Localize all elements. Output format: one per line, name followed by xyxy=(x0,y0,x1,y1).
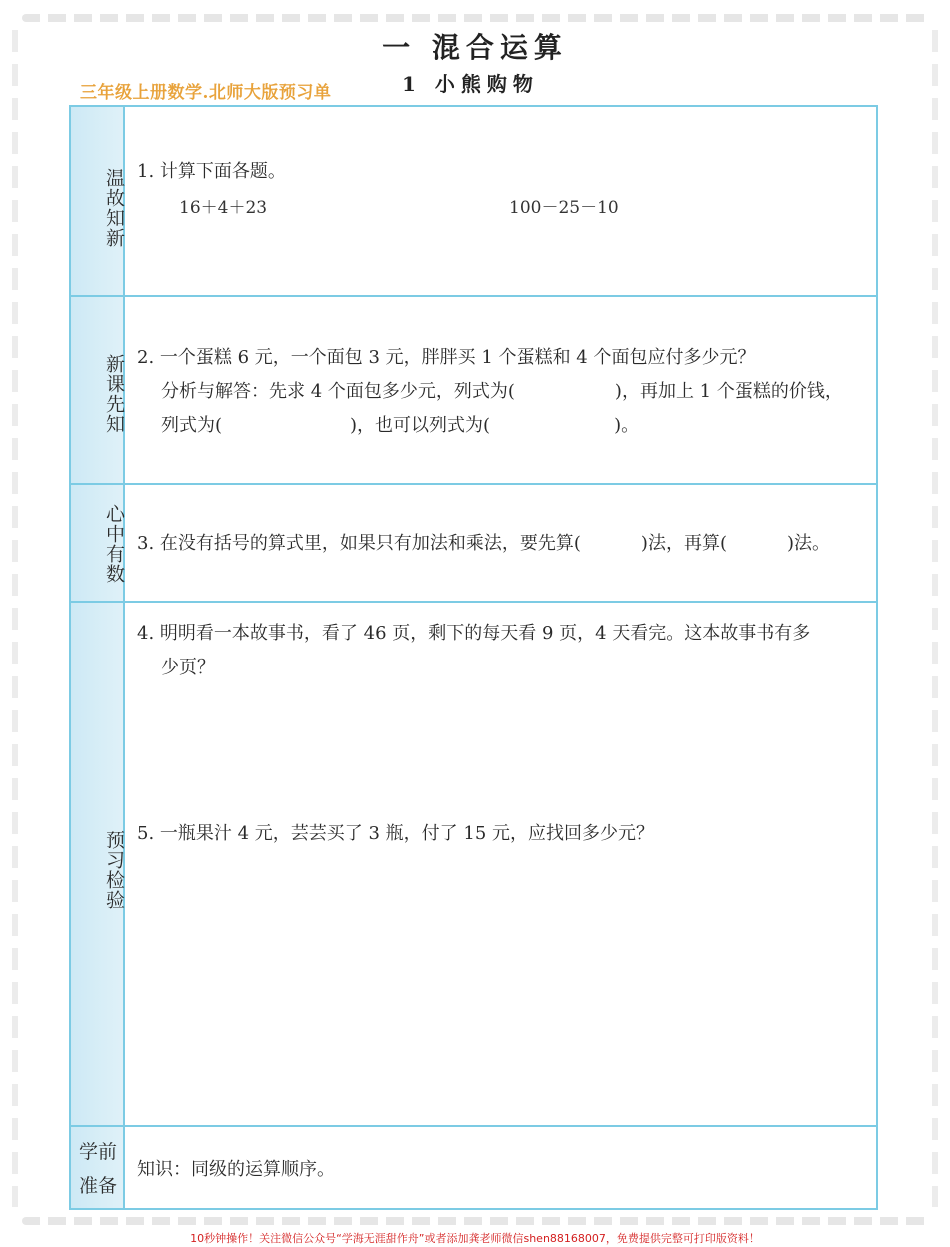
section-label-column xyxy=(71,107,125,1208)
question-2 xyxy=(137,341,868,443)
row-divider xyxy=(71,601,876,603)
section-label-new-lesson: 新课先知 xyxy=(103,354,125,434)
row-divider xyxy=(71,1125,876,1127)
lesson-title: 1 小熊购物 xyxy=(402,72,539,96)
question-2-line3-text-a: 列式为( xyxy=(161,415,223,436)
question-3-text-c: )法。 xyxy=(786,533,830,554)
row-divider xyxy=(71,483,876,485)
decorative-left-border xyxy=(12,30,18,1207)
question-2-line2-text-a: 分析与解答：先求 4 个面包多少元，列式为( xyxy=(161,381,515,402)
question-3-text-a: 3. 在没有括号的算式里，如果只有加法和乘法，要先算( xyxy=(137,533,581,554)
question-5: 5. 一瓶果汁 4 元，芸芸买了 3 瓶，付了 15 元，应找回多少元？ xyxy=(137,823,655,844)
question-2-line2-text-b: )，再加上 1 个蛋糕的价钱， xyxy=(614,381,843,402)
section-label-check: 预习检验 xyxy=(103,830,125,910)
decorative-right-border xyxy=(932,30,938,1207)
expression-1a: 16＋4＋23 xyxy=(179,198,268,218)
question-2-line2 xyxy=(137,375,868,409)
section-label-review: 温故知新 xyxy=(103,168,125,248)
decorative-top-border xyxy=(22,14,928,22)
row-divider xyxy=(71,295,876,297)
question-3-text-b: )法，再算( xyxy=(640,533,727,554)
chapter-title: 一 混合运算 xyxy=(382,31,568,64)
question-2-line3-text-c: )。 xyxy=(614,415,640,436)
section-label-prep-line2: 准备 xyxy=(78,1175,117,1197)
section-label-prep xyxy=(71,1135,125,1203)
section-label-prep-line1: 学前 xyxy=(78,1141,117,1163)
question-3 xyxy=(137,527,868,561)
expression-1b: 100－25－10 xyxy=(509,198,619,218)
question-2-line3-text-b: )，也可以列式为( xyxy=(350,415,491,436)
question-2-line1: 2. 一个蛋糕 6 元，一个面包 3 元，胖胖买 1 个蛋糕和 4 个面包应付多少元？ xyxy=(137,347,756,368)
section-label-key-points: 心中有数 xyxy=(103,504,125,584)
worksheet-frame xyxy=(69,105,878,1210)
decorative-bottom-border xyxy=(22,1217,928,1225)
question-4-line1: 4. 明明看一本故事书，看了 46 页，剩下的每天看 9 页，4 天看完。这本故事书有多 xyxy=(137,623,811,644)
prep-text: 知识：同级的运算顺序。 xyxy=(137,1159,335,1180)
question-1: 1. 计算下面各题。 xyxy=(137,161,286,182)
footer-note: 10秒钟操作！关注微信公众号“学海无涯甜作舟”或者添加龚老师微信shen88168007，免费提供完整可打印版资料！ xyxy=(190,1232,760,1245)
question-4-line2: 少页？ xyxy=(161,657,215,678)
worksheet-header-label: 三年级上册数学.北师大版预习单 xyxy=(80,83,332,103)
question-4 xyxy=(137,617,868,685)
question-2-line3 xyxy=(137,409,868,443)
